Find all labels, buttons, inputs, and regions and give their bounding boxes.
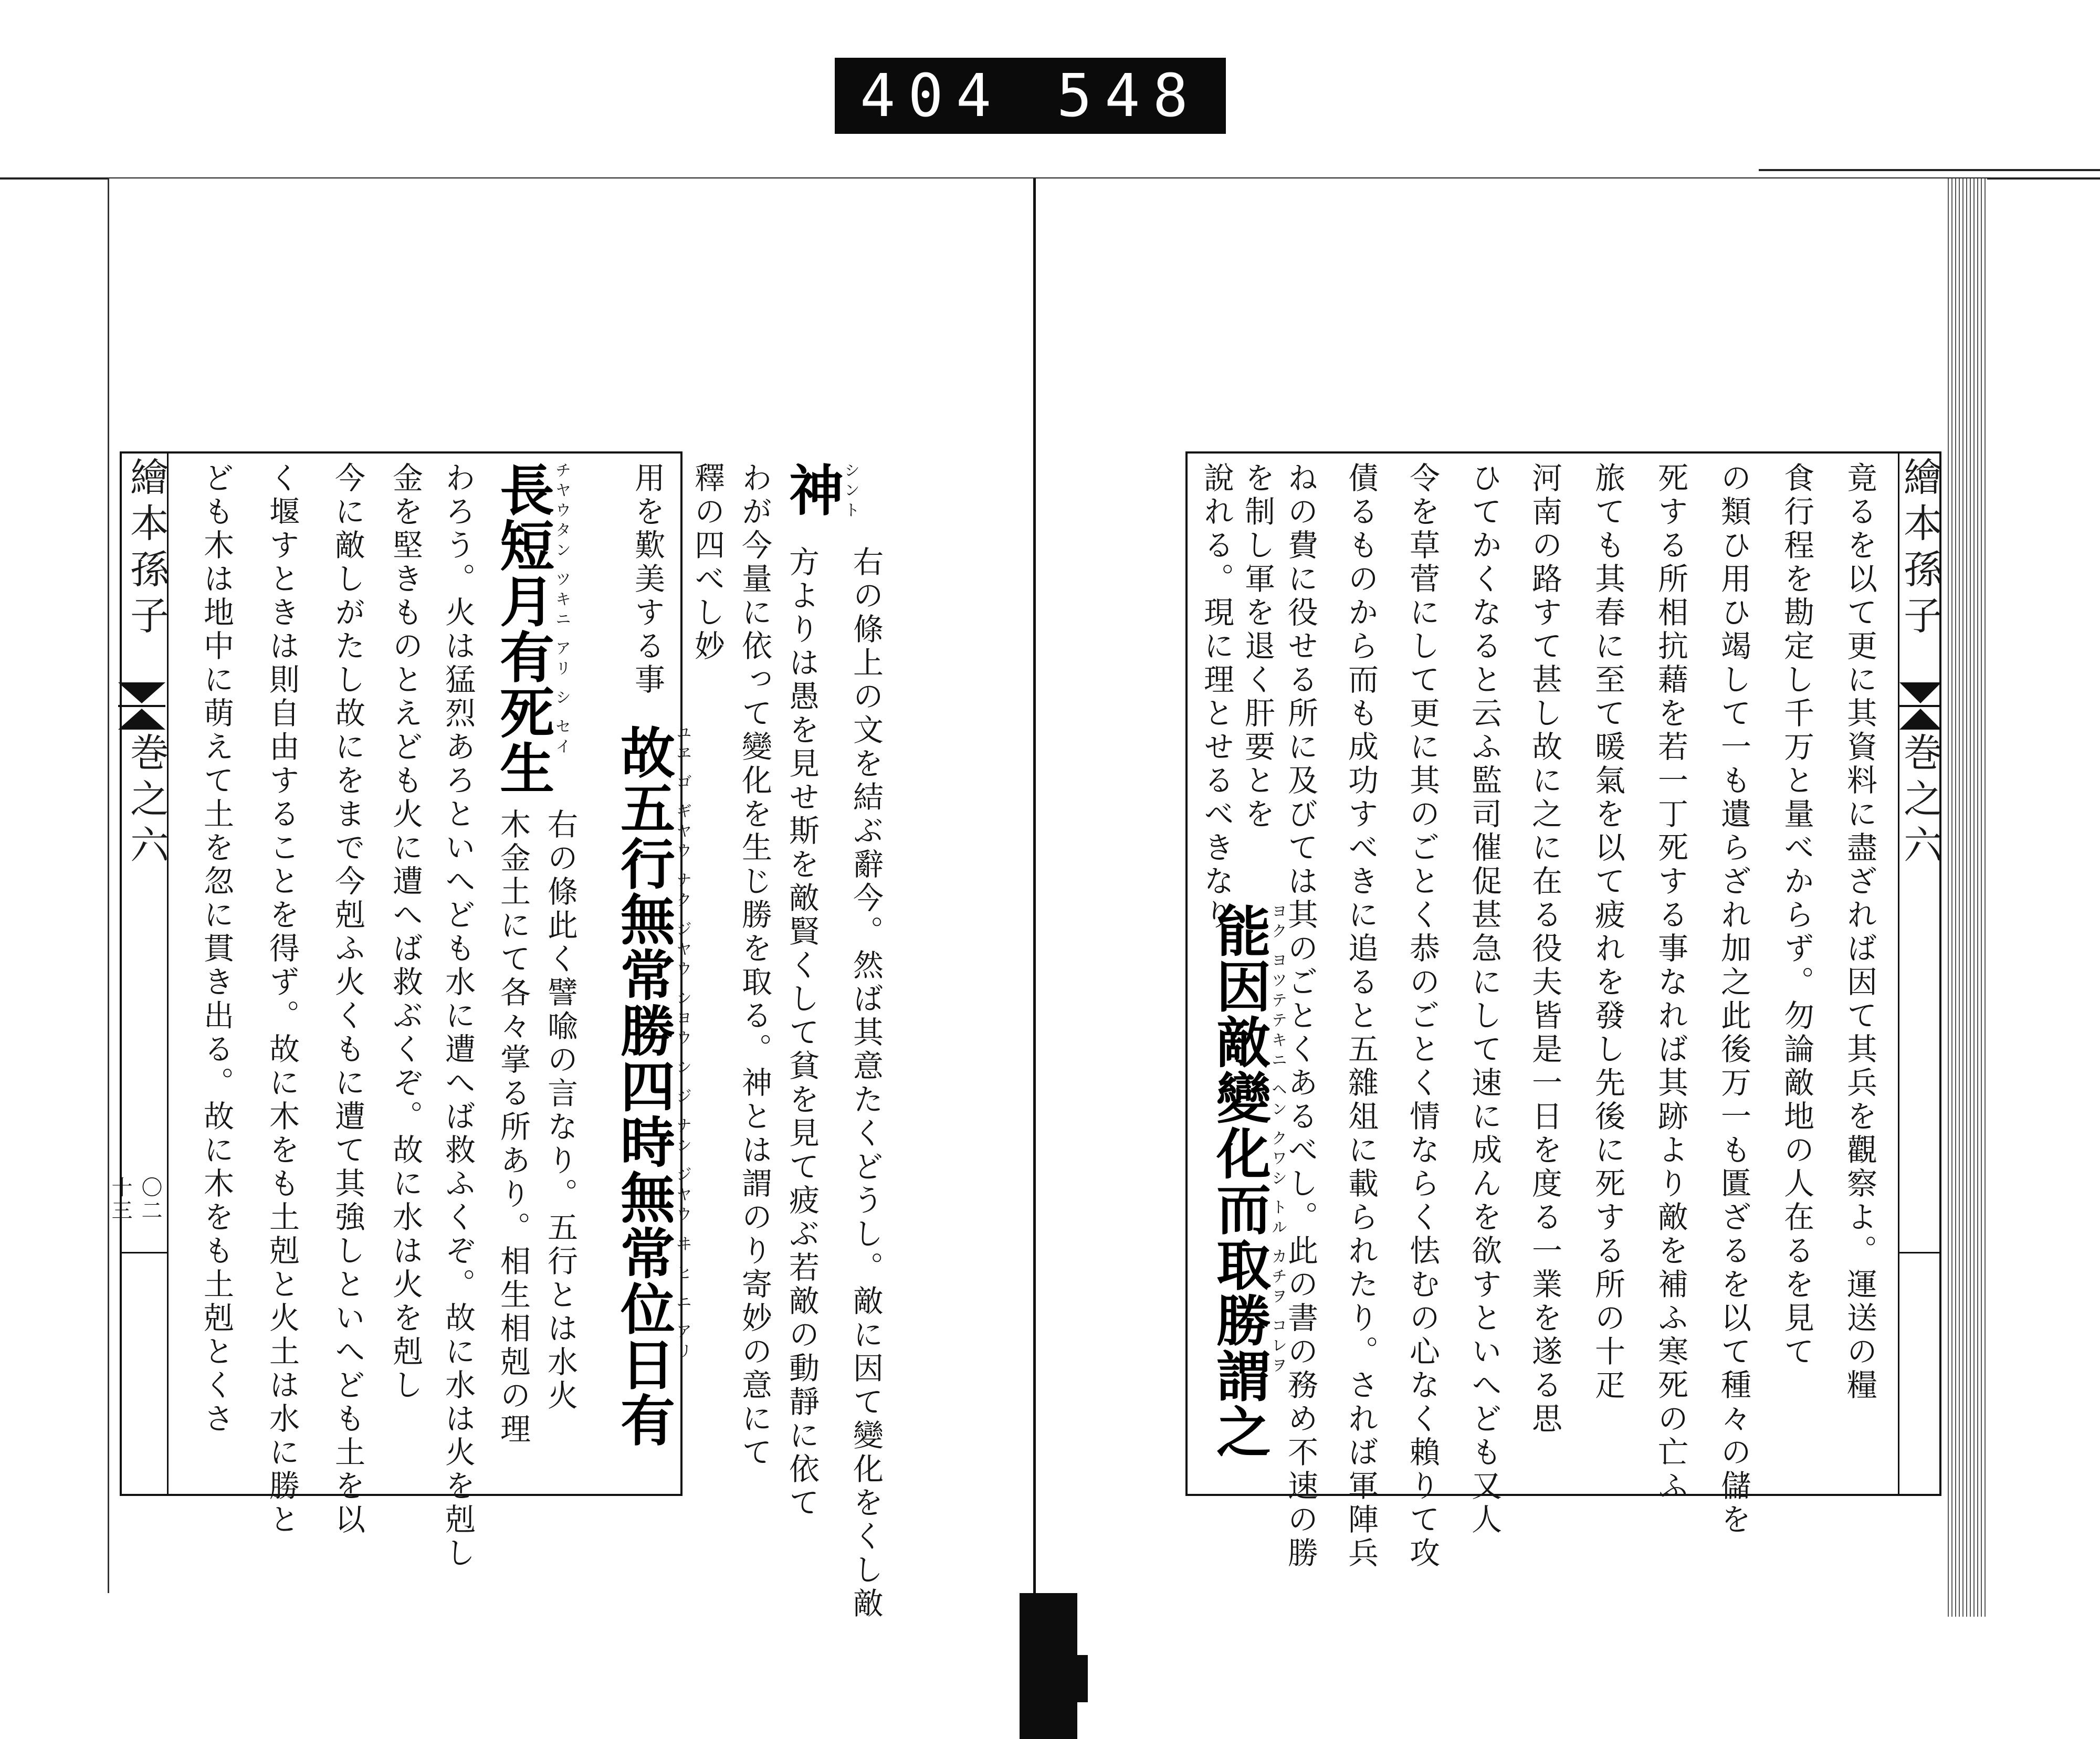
left-margin-title: 繪本孫子 <box>124 457 169 641</box>
left-margin-divider <box>167 451 682 1571</box>
book-gutter <box>1033 178 1036 1596</box>
right-text-column: 死する所相抗藉を若一丁死する事なれば其跡より敵を補ふ寒死の亡ふ <box>1653 462 1688 1503</box>
left-text-column: 用を歎美する事 <box>629 462 665 697</box>
left-text-column: わが今量に依って變化を生じ勝を取る。神とは謂のり寄妙の意にて <box>737 462 772 1470</box>
left-fishtail-mark <box>118 682 165 730</box>
right-classic-furigana: ヨク ヨツテテキニ ヘン クワシ トル カチヲ コレヲ <box>1268 903 1287 1377</box>
right-text-column: の類ひ用ひ竭して一も遺らざれ加之此後万一も匱ざるを以て種々の儲を <box>1716 462 1751 1537</box>
left-text-column: 釋の四べし妙 <box>689 462 725 663</box>
right-fishtail-mark <box>1899 682 1941 730</box>
right-margin-title: 繪本孫子 <box>1897 457 1942 641</box>
right-text-column: 說れる。現に理とせるべきなり <box>1199 462 1234 932</box>
left-text-column: 今に敵しがたし故にをまで今剋ふ火くもに遭て其強しといへども土を以 <box>330 462 365 1537</box>
left-classic-text-2: 長短月有死生 <box>490 462 555 796</box>
page-edge-stack <box>1948 178 1987 1617</box>
right-classic-text: 能因敵變化而取勝謂之 <box>1207 903 1272 1459</box>
right-text-column: 令を草菅にして更に其のごとく恭のごとく情ならく怯むの心なく賴りて攻 <box>1404 462 1440 1571</box>
microfilm-frame-label <box>835 58 1226 134</box>
frame-number-left: 404 <box>860 61 1004 130</box>
left-heading-char: 神 <box>780 462 844 518</box>
frame-number-right: 548 <box>1056 61 1201 130</box>
left-margin-volume: 巻之六 <box>124 732 169 871</box>
right-margin-rule <box>1899 1252 1941 1253</box>
left-classic-furigana-2: チヤウタン ツキニ アリ シ セイ <box>552 462 571 758</box>
right-text-column: 旅ても其春に至て暖氣を以て疲れを發し先後に死する所の十疋 <box>1590 462 1625 1403</box>
right-text-column: 食行程を勘定し千万と量べからず。勿論敵地の人在るを見て <box>1779 462 1814 1369</box>
left-page-number: 〇二十三 <box>108 1176 162 1222</box>
right-text-column: ひてかくなると云ふ監司催促甚急にして速に成んを欲すといへども又人 <box>1466 462 1502 1537</box>
left-text-column: く堰すときは則自由することを得ず。故に木をも土剋と火土は水に勝と <box>264 462 300 1537</box>
right-text-column: 竟るを以て更に其資料に盡ざれば因て其兵を觀察よ。運送の糧 <box>1842 462 1877 1403</box>
table-edge-line-right <box>1759 169 2100 171</box>
gutter-shadow <box>1020 1593 1077 1739</box>
left-text-column: 方よりは愚を見せ斯を敵賢くして貧を見て疲ぶ若敵の動靜に依て <box>784 546 820 1520</box>
left-text-column: 木金土にて各々掌る所あり。相生相剋の理 <box>495 808 531 1447</box>
right-text-column: ねの費に役せる所に及びては其のごとくあるべし。此の書の務め不速の勝 <box>1283 462 1318 1571</box>
right-text-column: 河南の路すて甚し故に之に在る役夫皆是一日を度る一業を遂る思 <box>1527 462 1562 1436</box>
left-text-column: 金を堅きものとえども火に遭へば救ぶくぞ。故に水は火を剋し <box>387 462 423 1403</box>
right-margin-volume: 巻之六 <box>1897 732 1942 871</box>
left-heading-furigana: シント <box>841 462 859 522</box>
left-classic-text-1: 故五行無常勝四時無常位日有 <box>611 724 676 1448</box>
left-text-column: 右の條此く譬喩の言なり。五行とは水火 <box>542 808 578 1413</box>
left-text-column: 右の條上の文を結ぶ辭今。然ば其意たくどうし。敵に因て變化をくし敵 <box>848 546 884 1621</box>
right-text-column: 債るものから而も成功すべきに追ると五雜俎に載られたり。されば軍陣兵 <box>1343 462 1379 1571</box>
right-text-column: を制し軍を退く肝要とを <box>1240 462 1275 831</box>
left-text-column: ども木は地中に萌えて土を忽に貫き出る。故に木をも土剋とくさ <box>198 462 234 1436</box>
left-margin-rule <box>120 1252 167 1253</box>
left-text-column: わろう。火は猛烈あろといへども水に遭へば救ふくぞ。故に水は火を剋し <box>440 462 476 1571</box>
left-classic-furigana-1: ユヱ ゴ ギヤウ ナク ジヤウ シヨウ シ ジ ナシ ジヤウ ヰ ヒ ニ アリ <box>673 724 691 1363</box>
